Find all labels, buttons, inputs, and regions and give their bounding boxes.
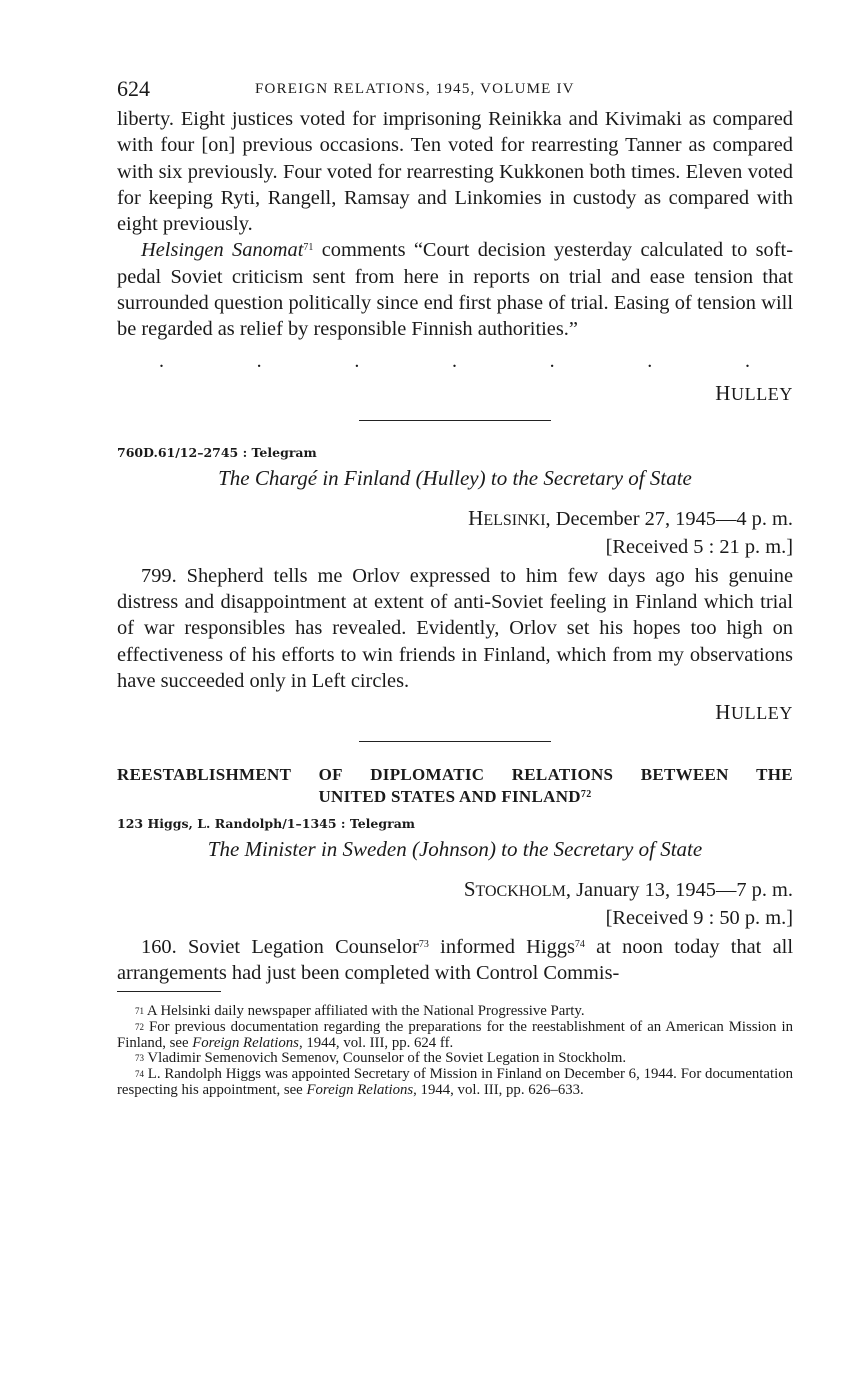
section-title: REESTABLISHMENT OF DIPLOMATIC RELATIONS BETWEEN THE UNITED STATES AND FINLAND$^{72}$ (117, 765, 793, 807)
page-header (117, 74, 793, 106)
document-title: The Chargé in Finland (Hulley) to the Secretary of State (218, 465, 692, 490)
footnote-ref: 73 (418, 939, 429, 951)
ellipsis-dots (117, 351, 793, 371)
dot: . (159, 349, 164, 372)
dateline: HELSINKI, December 27, 1945—4 p. m. (468, 505, 793, 530)
footnote-73: $^{73}$ Vladimir Semenovich Semenov, Counselor of the Soviet Legation in Stockholm. (135, 1050, 627, 1067)
footnote-ref: 71 (303, 242, 314, 254)
dot: . (744, 349, 750, 372)
continued-paragraph: liberty. Eight justices voted for imprisoning Reinikka and Kivimaki as compared with four [on] previous occasions. Ten voted for rearresting Tanner as compared with six previously. Four voted for rearresting Kukkonen both times. Eleven voted for keeping Ryti, Rangell, Ramsay and Linkomies in custody as compared with eight previously. (117, 108, 793, 236)
signature-hulley: HULLEY (715, 700, 793, 725)
divider-rule (359, 420, 551, 421)
received-time: [Received 9 : 50 p. m.] (605, 907, 793, 930)
footnote-ref: 74 (574, 939, 585, 951)
running-head: FOREIGN RELATIONS, 1945, VOLUME IV (255, 81, 575, 97)
file-reference: 123 Higgs, L. Randolph/1–1345 : Telegram (117, 816, 416, 832)
dot: . (549, 349, 555, 372)
page-number: 624 (117, 76, 150, 101)
dot: . (451, 349, 457, 372)
footnote-71: $^{71}$ A Helsinki daily newspaper affiliated with the National Progressive Party. (135, 1002, 585, 1019)
document-title: The Minister in Sweden (Johnson) to the Secretary of State (207, 837, 703, 862)
paragraph-helsingen-sanomat (117, 237, 793, 342)
footnote-rule (117, 991, 221, 992)
dot: . (354, 349, 360, 372)
file-reference: 760D.61/12–2745 : Telegram (117, 444, 317, 460)
document-page (117, 74, 793, 1099)
telegram-body: 160. Soviet Legation Counselor$^{73}$ informed Higgs$^{74}$ at noon today that all arrangements had just been completed with Control Commis- (117, 936, 794, 985)
footnote-72: $^{72}$ For previous documentation regarding the preparations for the reestablishment of an American Mission in Finland, see Foreign Relations, 1944, vol. III, pp. 624 ff. (117, 1018, 793, 1051)
telegram-body: 799. Shepherd tells me Orlov expressed to him few days ago his genuine distress and disappointment at extent of anti-Soviet feeling in Finland which trial of war responsibles has revealed. Evidently, Orlov set his hopes too high on effectiveness of his efforts to win friends in Finland, which from my observations have succeeded only in Left circles. (117, 564, 793, 692)
divider-rule (359, 741, 551, 742)
paragraph-text: comments “Court decision yesterday calculated to soft-pedal Soviet criticism sent from here in reports on trial and ease tension that surrounded question politically since end first phase of trial. Easing of tension will be regarded as relief by responsible Finnish authorities.” (117, 239, 793, 341)
dateline: STOCKHOLM, January 13, 1945—7 p. m. (463, 877, 793, 902)
footnotes (117, 1004, 793, 1099)
dot: . (647, 349, 653, 372)
newspaper-name: Helsingen Sanomat (141, 239, 304, 262)
footnote-ref: 72 (580, 789, 592, 801)
dot: . (256, 349, 262, 372)
footnote-74: $^{74}$ L. Randolph Higgs was appointed Secretary of Mission in Finland on December 6, 1944. For documentation respecting his appointment, see Foreign Relations, 1944, vol. III, pp. 626–633. (117, 1066, 793, 1099)
received-time: [Received 5 : 21 p. m.] (605, 535, 793, 558)
signature-hulley: HULLEY (715, 380, 793, 405)
